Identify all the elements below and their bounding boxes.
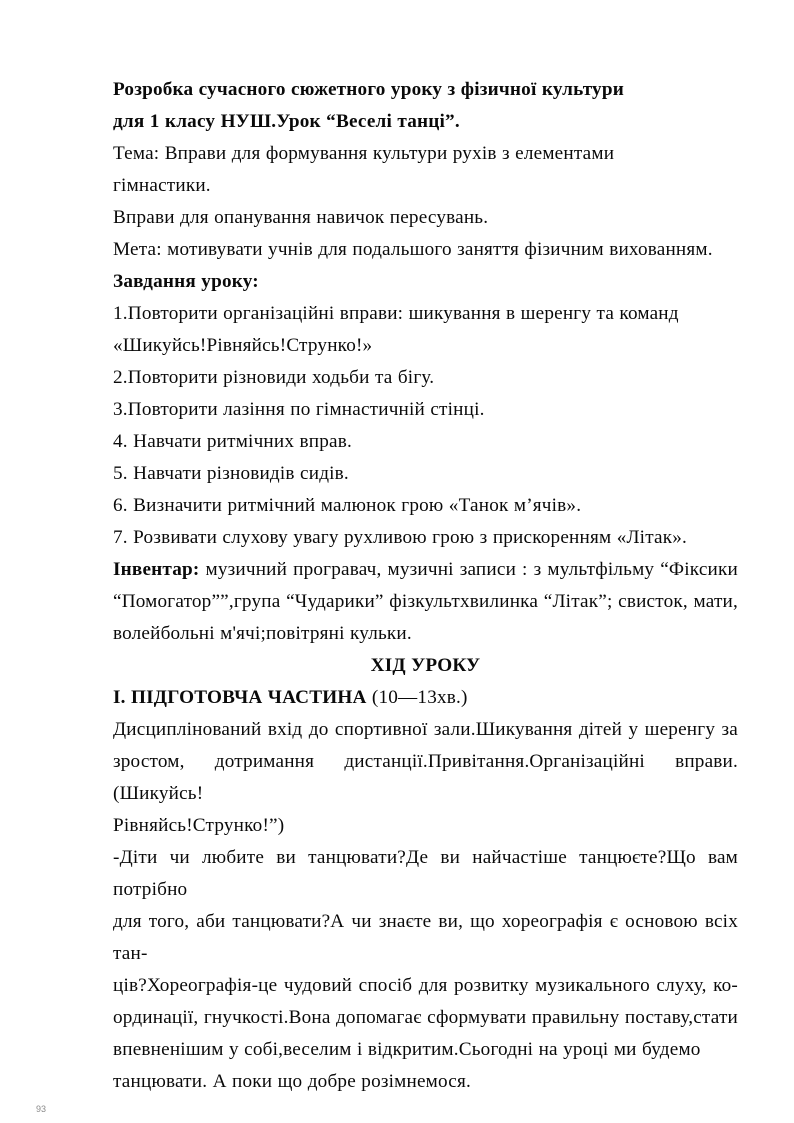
dialogue-line: впевненішим у собі,веселим і відкритим.Сьогодні на уроці ми будемо	[113, 1039, 701, 1060]
task-number: 4.	[113, 431, 128, 452]
task-number: 1.	[113, 303, 128, 324]
task-number: 5.	[113, 463, 128, 484]
topic-line-1: Тема: Вправи для формування культури рухів з елементами	[113, 143, 615, 164]
task-item	[113, 458, 738, 490]
page-number: 93	[36, 1104, 47, 1114]
tasks-heading: Завдання уроку:	[113, 271, 259, 292]
task-text: Повторити організаційні вправи: шикування в шеренгу та команд	[127, 303, 679, 324]
document-title-line-1: Розробка сучасного сюжетного уроку з фізичної культури	[113, 79, 624, 100]
task-item	[113, 362, 738, 394]
task-text: Повторити лазіння по гімнастичній стінці.	[127, 399, 485, 420]
task-text: Визначити ритмічний малюнок грою «Танок м’ячів».	[133, 495, 582, 516]
task-text: Розвивати слухову увагу рухливою грою з прискоренням «Літак».	[133, 527, 688, 548]
dialogue-line: для того, аби танцювати?А чи знаєте ви, що хореографія є основою всіх тан-	[113, 911, 744, 964]
inventory-line-3: волейбольні м'ячі;повітряні кульки.	[113, 623, 412, 644]
task-item	[113, 522, 738, 554]
dialogue-line: танцювати. А поки що добре розімнемося.	[113, 1071, 471, 1092]
intro-line: Дисциплінований вхід до спортивної зали.Шикування дітей у шеренгу за	[113, 719, 738, 740]
inventory-line-1	[113, 554, 738, 586]
task-text: Повторити різновиди ходьби та бігу.	[127, 367, 435, 388]
dialogue-line: ординації, гнучкості.Вона допомагає сформувати правильну поставу,стати	[113, 1007, 738, 1028]
task-text: Навчати різновидів сидів.	[133, 463, 349, 484]
dialogue-line: -Діти чи любите ви танцювати?Де ви найчастіше танцюєте?Що вам потрібно	[113, 847, 744, 900]
topic-line-2: гімнастики.	[113, 175, 211, 196]
task-number: 7.	[113, 527, 128, 548]
inventory-label: Інвентар:	[113, 559, 200, 580]
course-heading: ХІД УРОКУ	[370, 655, 481, 676]
task-text: Навчати ритмічних вправ.	[133, 431, 352, 452]
task-number: 6.	[113, 495, 128, 516]
part-one-duration: (10—13хв.)	[366, 687, 468, 708]
movement-line: Вправи для опанування навичок пересувань.	[113, 207, 489, 228]
task-number: 3.	[113, 399, 128, 420]
task-item	[113, 298, 738, 330]
dialogue-line: ців?Хореографія-це чудовий спосіб для розвитку музикального слуху, ко-	[113, 975, 738, 996]
part-one-heading-row	[113, 682, 738, 714]
task-item	[113, 490, 738, 522]
intro-line: зростом, дотримання дистанції.Привітання.Організаційні вправи.(Шикуйсь!	[113, 751, 738, 804]
inventory-line-2: “Помогатор””,група “Чударики” фізкультхвилинка “Літак”; свисток, мати,	[113, 591, 738, 612]
goal-line: Мета: мотивувати учнів для подальшого заняття фізичним вихованням.	[113, 239, 713, 260]
task-item	[113, 394, 738, 426]
task-continuation: «Шикуйсь!Рівняйсь!Струнко!»	[113, 335, 373, 356]
task-item	[113, 426, 738, 458]
intro-line: Рівняйсь!Струнко!”)	[113, 815, 285, 836]
document-body	[113, 74, 744, 1098]
part-one-heading: І. ПІДГОТОВЧА ЧАСТИНА	[113, 687, 367, 708]
task-number: 2.	[113, 367, 128, 388]
document-title-line-2: для 1 класу НУШ.Урок “Веселі танці”.	[113, 111, 460, 132]
inventory-text: музичний програвач, музичні записи : з мультфільму “Фіксики	[199, 559, 738, 580]
